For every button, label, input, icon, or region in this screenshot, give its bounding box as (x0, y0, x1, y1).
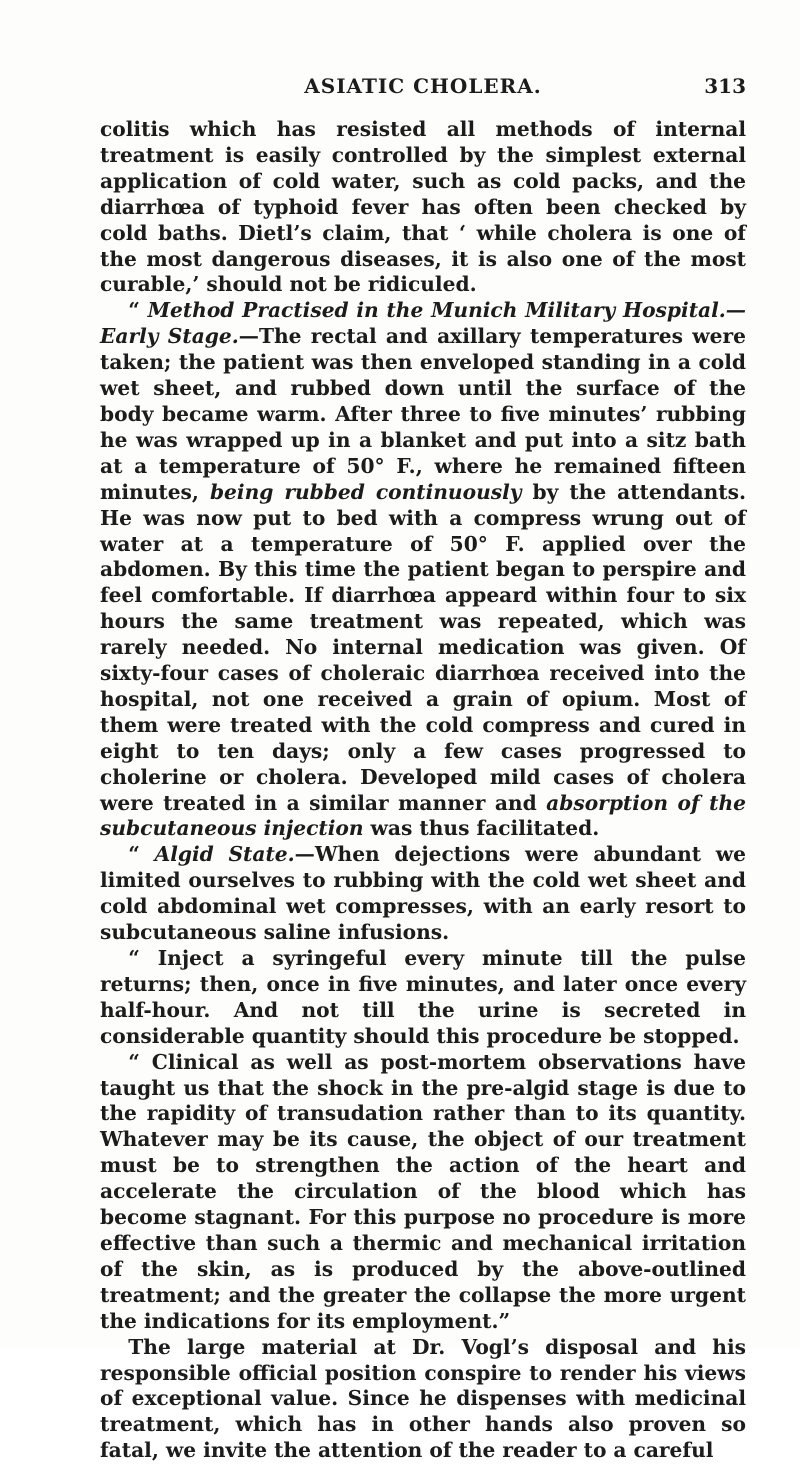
paragraph-text: The large material at Dr. Vogl’s disposal and his responsible official position conspire to render his views of exceptional value. Since he dispenses with medicinal treatment, which has in other hands also proven so fatal, we invite the attention of the reader to a careful (100, 1334, 746, 1463)
paragraph-text: by the attendants. He was now put to bed with a compress wrung out of water at a temperature of 50° F. applied over the abdomen. By this time the patient began to perspire and feel comfortable. If diarrhœa appeard within four to six hours the same treatment was repeated, which was rarely needed. No internal medication was given. Of sixty-four cases of choleraic diarrhœa received into the hospital, not one received a grain of opium. Most of them were treated with the cold compress and cured in eight to ten days; only a few cases progressed to cholerine or cholera. Developed mild cases of cholera were treated in a similar manner and (100, 479, 746, 815)
paragraph-text: “ Clinical as well as post-mortem observations have taught us that the shock in the pre-algid stage is due to the rapidity of transudation rather than to its quantity. Whatever may be its cause, the object of our treatment must be to strengthen the action of the heart and accelerate the circulation of the blood which has become stagnant. For this purpose no procedure is more effective than such a thermic and mechanical irritation of the skin, as is produced by the above-outlined treatment; and the greater the collapse the more urgent the indications for its employment.” (100, 1049, 746, 1333)
paragraph-text: was thus facilitated. (363, 816, 600, 841)
running-head (100, 68, 746, 108)
section-heading-algid-state: Algid State. (154, 842, 295, 867)
paragraph-inject-syringe (100, 946, 746, 1050)
text-body (100, 117, 746, 1464)
paragraph-text: The rectal and axillary temperatures were taken; the patient was then enveloped standing in a cold wet sheet, and rubbed down until the surface of the body became warm. After three to five minutes’ rubbing he was wrapped up in a blanket and put into a sitz bath at a temperature of 50° F., where he remained fifteen minutes, (100, 324, 746, 504)
emphasis-being-rubbed: being rubbed continuously (209, 479, 522, 504)
paragraph-vogl-material (100, 1335, 746, 1464)
paragraph-algid-state (100, 842, 746, 946)
page-number: 313 (704, 74, 746, 98)
section-heading-munich-method: Method Practised in the Munich Military Hospital.—Early Stage. (100, 298, 746, 349)
running-title: ASIATIC CHOLERA. (304, 74, 542, 98)
open-quote: “ (128, 298, 148, 323)
paragraph-munich-method (100, 298, 746, 842)
emphasis-absorption: absorption of the subcutaneous injection (100, 790, 746, 841)
paragraph-text: “ Inject a syringeful every minute till the pulse returns; then, once in five minutes, and later once every half-hour. And not till the urine is secreted in considerable quantity should this procedure be stopped. (100, 946, 746, 1048)
open-quote: “ (128, 842, 155, 867)
paragraph-clinical-observations (100, 1050, 746, 1335)
paragraph-text: —When dejections were abundant we limited ourselves to rubbing with the cold wet sheet and cold abdominal wet compresses, with an early resort to subcutaneous saline infusions. (100, 842, 746, 945)
paragraph-colitis (100, 117, 746, 298)
heading-dash: — (238, 324, 259, 349)
paragraph-text: colitis which has resisted all methods of internal treatment is easily controlled by the simplest external application of cold water, such as cold packs, and the diarrhœa of typhoid fever has often been checked by cold baths. Dietl’s claim, that ‘ while cholera is one of the most dangerous diseases, it is also one of the most curable,’ should not be ridiculed. (100, 117, 746, 297)
